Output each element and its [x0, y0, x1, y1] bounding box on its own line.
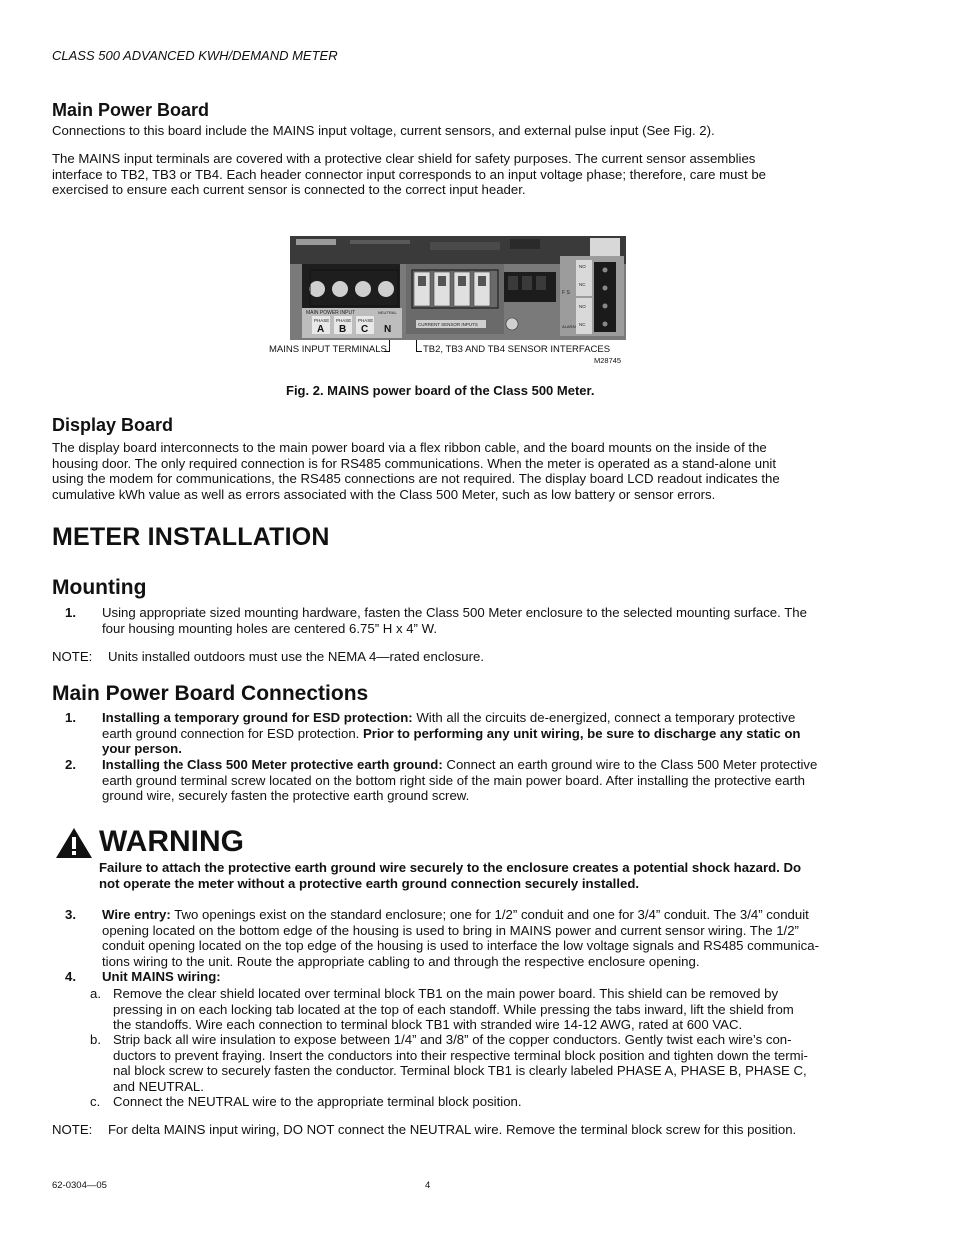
- substep-c: [90, 1094, 850, 1110]
- mains-power-board-photo: [290, 236, 626, 340]
- substep-a: [90, 986, 850, 1034]
- text-line: pressing in on each locking tab located at the top of each standoff. While pressing the tabs inward, lift the shield from: [113, 1001, 794, 1017]
- footer-page-number: 4: [425, 1180, 431, 1191]
- figure-caption: Fig. 2. MAINS power board of the Class 500 Meter.: [286, 383, 595, 398]
- running-header: CLASS 500 ADVANCED KWH/DEMAND METER: [52, 48, 338, 63]
- note-label: NOTE:: [52, 1122, 93, 1137]
- display-board-heading: Display Board: [52, 415, 174, 435]
- warning-icon: [54, 826, 94, 860]
- board-label-nc-1: NC: [579, 282, 586, 287]
- text-line: earth ground terminal screw located on the bottom right side of the main power board. After installing the protective earth: [102, 772, 805, 788]
- board-label-phase-b: PHASE: [336, 318, 352, 323]
- text-line: [102, 726, 862, 742]
- footer-doc-number: 62-0304—05: [52, 1180, 107, 1191]
- text-line: and NEUTRAL.: [113, 1078, 204, 1094]
- text-line: [102, 710, 862, 726]
- text-line: four housing mounting holes are centered 6.75” H x 4” W.: [102, 620, 437, 636]
- text-line: [102, 907, 862, 923]
- text-line: The MAINS input terminals are covered with a protective clear shield for safety purposes. The current sensor assemblies: [52, 151, 756, 166]
- text-line: opening located on the bottom edge of the housing is used to bring in MAINS power and current sensor wiring. The 1/2”: [102, 922, 799, 938]
- board-label-alarm: ALARM: [562, 324, 576, 329]
- list-text: [102, 605, 862, 636]
- board-label-nc-2: NC: [579, 322, 586, 327]
- text-line: Strip back all wire insulation to expose between 1/4” and 3/8” of the copper conductors. Gently twist each wire’s con-: [113, 1032, 792, 1047]
- text-run: Connect an earth ground wire to the Class 500 Meter protective: [442, 757, 818, 772]
- board-letter-n: N: [384, 324, 392, 335]
- board-label-neutral: NEUTRAL: [378, 310, 397, 315]
- bold-lead: Installing a temporary ground for ESD protection:: [102, 710, 413, 725]
- text-line: not operate the meter without a protective earth ground connection securely installed.: [99, 875, 640, 891]
- list-text: [102, 757, 862, 804]
- text-line: housing door. The only required connection is for RS485 communications. When the meter is operated as a stand-alone unit: [52, 455, 777, 471]
- board-label-no-2: NO: [579, 304, 586, 309]
- board-letter-b: B: [339, 324, 347, 335]
- substep-text: [113, 1032, 850, 1094]
- wiring-note: [52, 1122, 912, 1138]
- substep-text: [113, 986, 850, 1033]
- text-line: exercised to ensure each current sensor is connected to the correct input header.: [52, 182, 526, 198]
- warning-text: [99, 860, 859, 891]
- text-line: tions wiring to the unit. Route the appropriate cabling to and through the respective enclosure opening.: [102, 953, 700, 969]
- substep-b: [90, 1032, 850, 1096]
- text-line: conduit opening located on the top edge of the housing is used to interface the low voltage signals and RS485 communica-: [102, 938, 819, 954]
- list-number: 3.: [65, 907, 76, 922]
- mounting-item-1: [65, 605, 865, 637]
- board-label-current-sensor-inputs: CURRENT SENSOR INPUTS: [418, 322, 478, 327]
- list-number: 1.: [65, 710, 76, 725]
- text-line: [102, 757, 862, 773]
- warning-title: WARNING: [99, 825, 244, 858]
- steps-item-4: [65, 969, 865, 985]
- connections-item-2: [65, 757, 865, 805]
- text-line: Using appropriate sized mounting hardware, fasten the Class 500 Meter enclosure to the selected mounting surface. The: [102, 605, 807, 620]
- leader-line-right-horizontal: [416, 351, 422, 352]
- text-run: Two openings exist on the standard enclosure; one for 1/2” conduit and one for 3/4” conduit. The 3/4” conduit: [170, 907, 809, 922]
- text-line: cumulative kWh value as well as errors associated with the Class 500 Meter, such as low battery or sensor errors.: [52, 486, 716, 502]
- board-label-phase-c: PHASE: [358, 318, 374, 323]
- board-label-fs: F S: [562, 290, 570, 296]
- figure-label-sensor-interfaces: TB2, TB3 AND TB4 SENSOR INTERFACES: [423, 344, 611, 355]
- substep-letter: a.: [90, 986, 101, 1001]
- substep-letter: b.: [90, 1032, 101, 1047]
- board-letter-c: C: [361, 324, 369, 335]
- substep-text: Connect the NEUTRAL wire to the appropriate terminal block position.: [113, 1094, 522, 1109]
- text-line: The display board interconnects to the main power board via a flex ribbon cable, and the board mounts on the inside of the: [52, 440, 767, 455]
- figure-label-mains-input-terminals: MAINS INPUT TERMINALS: [269, 344, 387, 355]
- mounting-heading: Mounting: [52, 576, 147, 599]
- bold-run: Prior to performing any unit wiring, be sure to discharge any static on: [362, 725, 801, 741]
- text-line: ground wire, securely fasten the protective earth ground screw.: [102, 788, 470, 804]
- text-line: ductors to prevent fraying. Insert the conductors into their respective terminal block position and tighten down the termi-: [113, 1047, 808, 1063]
- text-line: the standoffs. Wire each connection to terminal block TB1 with stranded wire 14-12 AWG, rated at 600 VAC.: [113, 1017, 743, 1033]
- figure-code: M28745: [594, 356, 622, 365]
- list-text: Unit MAINS wiring:: [102, 969, 221, 984]
- list-text: [102, 907, 862, 969]
- main-power-board-paragraph-1: Connections to this board include the MAINS input voltage, current sensors, and external pulse input (See Fig. 2).: [52, 123, 715, 138]
- text-run: With all the circuits de-energized, connect a temporary protective: [412, 710, 796, 725]
- main-power-board-paragraph-2: [52, 151, 852, 198]
- main-power-board-heading: Main Power Board: [52, 100, 210, 120]
- text-line: your person.: [102, 741, 182, 757]
- text-line: nal block screw to securely fasten the conductor. Terminal block TB1 is clearly labeled PHASE A, PHASE B, PHASE C,: [113, 1063, 807, 1079]
- board-label-main-power-input: MAIN POWER INPUT: [306, 310, 356, 316]
- board-label-phase-a: PHASE: [314, 318, 330, 323]
- note-text: For delta MAINS input wiring, DO NOT connect the NEUTRAL wire. Remove the terminal block screw for this position.: [108, 1122, 797, 1137]
- board-letter-a: A: [317, 324, 325, 335]
- steps-item-3: [65, 907, 865, 971]
- bold-lead: Wire entry:: [102, 907, 171, 922]
- connections-heading: Main Power Board Connections: [52, 682, 369, 705]
- text-line: Failure to attach the protective earth ground wire securely to the enclosure creates a potential shock hazard. Do: [99, 860, 802, 875]
- list-text: [102, 710, 862, 757]
- bold-lead: Installing the Class 500 Meter protective earth ground:: [102, 757, 443, 772]
- note-label: NOTE:: [52, 649, 93, 664]
- text-line: using the modem for communications, the RS485 connections are not required. The display board LCD readout indicates the: [52, 471, 780, 487]
- text-line: interface to TB2, TB3 or TB4. Each header connector input corresponds to an input voltage phase; therefore, care must be: [52, 166, 767, 182]
- mounting-note: [52, 649, 852, 665]
- list-number: 4.: [65, 969, 76, 984]
- display-board-paragraph: [52, 440, 852, 502]
- list-number: 1.: [65, 605, 76, 620]
- text-line: Remove the clear shield located over terminal block TB1 on the main power board. This shield can be removed by: [113, 986, 779, 1001]
- list-number: 2.: [65, 757, 76, 772]
- meter-installation-heading: METER INSTALLATION: [52, 523, 330, 551]
- board-label-no-1: NO: [579, 264, 586, 269]
- note-text: Units installed outdoors must use the NEMA 4—rated enclosure.: [108, 649, 485, 664]
- substep-letter: c.: [90, 1094, 101, 1109]
- text-run: earth ground connection for ESD protection.: [102, 725, 363, 741]
- connections-item-1: [65, 710, 865, 758]
